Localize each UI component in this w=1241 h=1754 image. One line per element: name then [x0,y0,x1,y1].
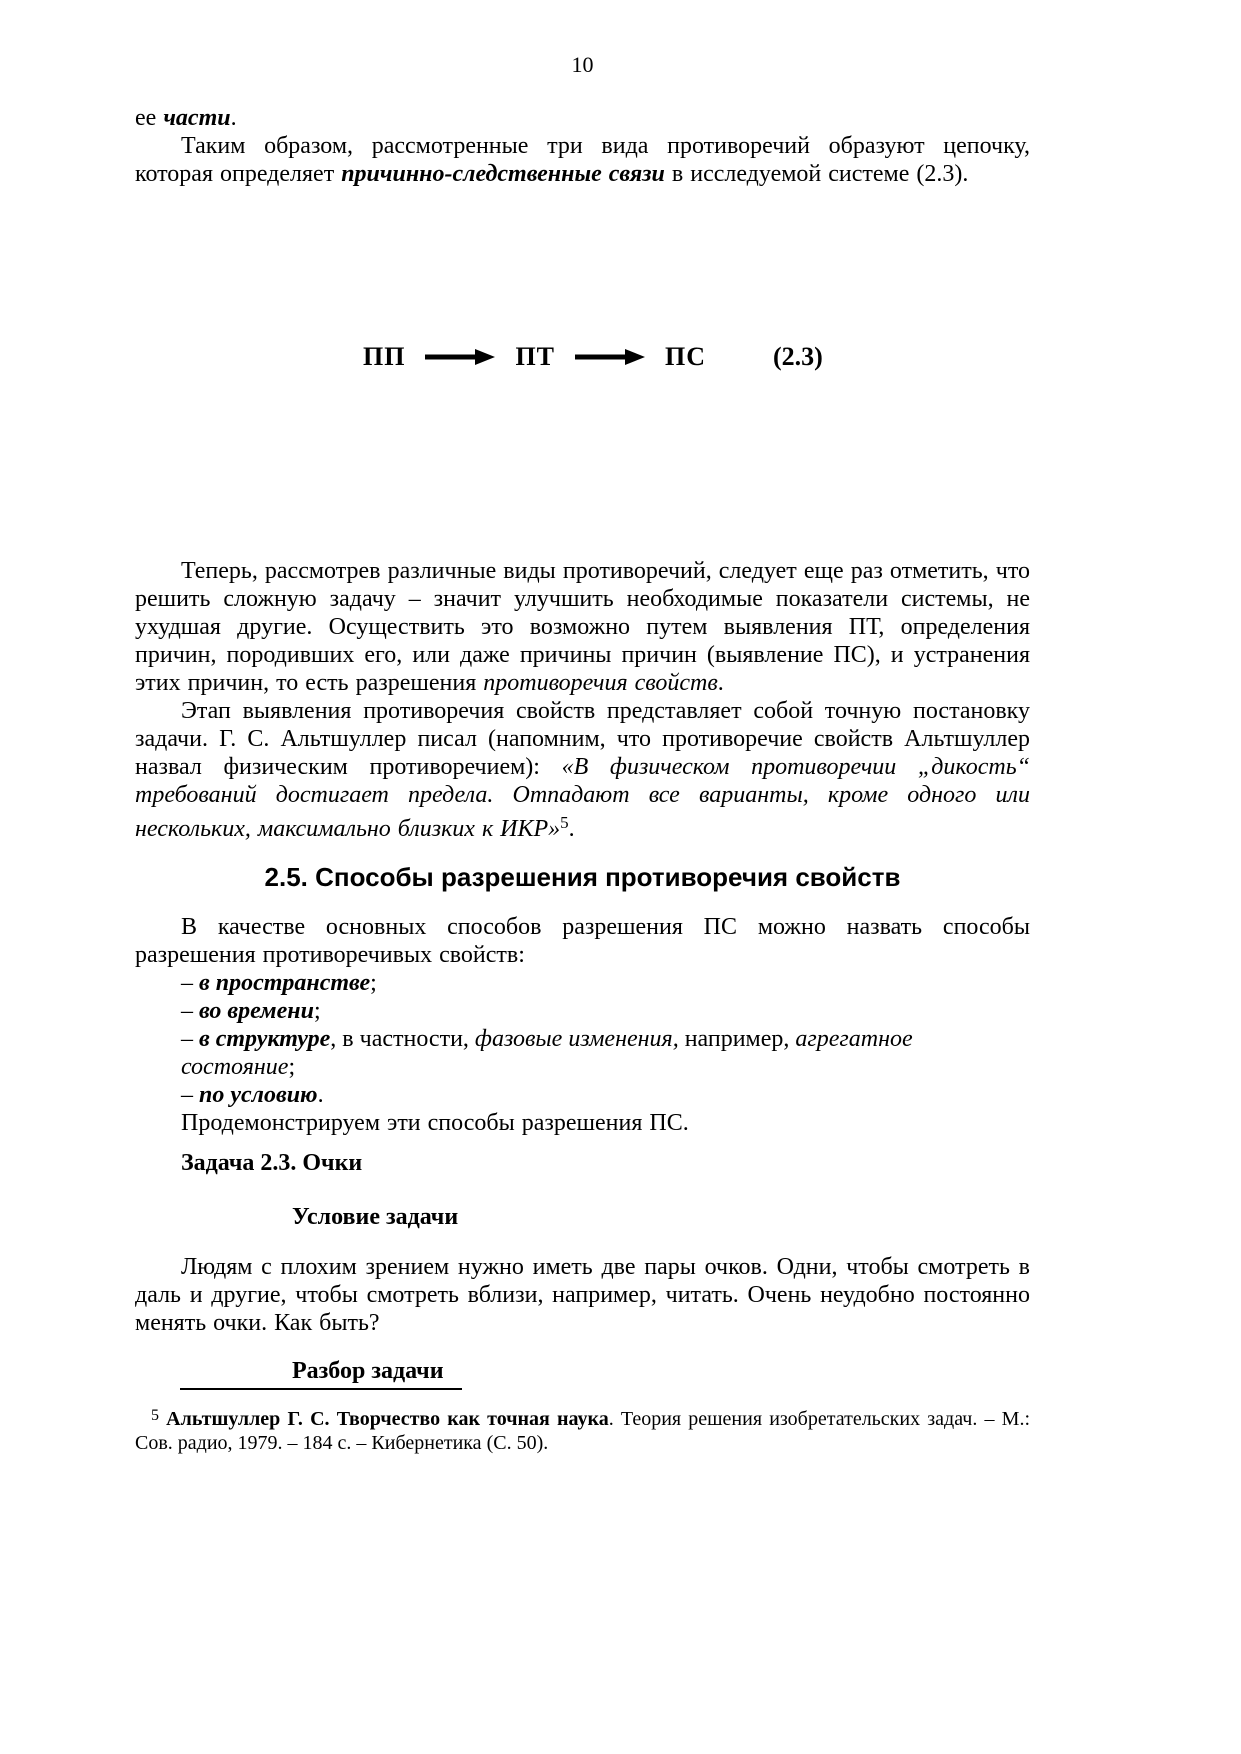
text-run: Этап выявления противоречия свойств представляет собой точную постановку задачи. Г. С. Альтшуллер писал (напомним, что противоречие свойств Альтшуллер назвал физическим противоречием): [135,698,1030,780]
chain-diagram [135,336,1030,392]
list-item-condition [135,1081,1030,1109]
text-run: – [181,1026,199,1052]
condition-paragraph: Людям с плохим зрением нужно иметь две пары очков. Одни, чтобы смотреть в даль и другие, чтобы смотреть вблизи, например, читать. Очень неудобно постоянно менять очки. Как быть? [135,1254,1030,1336]
text-run: в исследуемой системе (2.3). [664,161,969,187]
text-run: ее [135,105,164,131]
paragraph-intro [135,104,1030,132]
diagram-node-pt: ПТ [515,342,556,371]
text-run-bold-italic: причинно-следственные связи [341,161,665,187]
text-run: . [317,1082,324,1108]
diagram-node-ps: ПС [665,342,707,371]
analysis-subheading: Разбор задачи [292,1358,444,1384]
text-run-bold-italic: в пространстве [199,970,371,996]
section-heading-2-5: 2.5. Способы разрешения противоречия свойств [264,862,901,892]
text-run-italic: фазовые изменения, [474,1026,679,1052]
text-run: . [717,670,724,696]
text-run: ; [313,998,321,1024]
equation-label: (2.3) [773,342,823,371]
paragraph-etap [135,697,1030,843]
text-run: ; [288,1054,296,1080]
chain-row [363,342,706,372]
arrow-right-icon [425,348,495,366]
text-run-italic: агрегатное состояние [181,1026,913,1080]
text-run: – [181,998,199,1024]
text-run: . Теория решения изобретательских задач. – М.: Сов. радио, 1979. – 184 с. – Кибернетика (С. 50). [135,1408,1030,1454]
diagram-node-pp: ПП [363,342,406,371]
paragraph-demo: Продемонстрируем эти способы разрешения ПС. [181,1110,689,1136]
text-run: ; [370,970,377,996]
paragraph-chain [135,132,1030,188]
footnote-separator [180,1388,462,1390]
condition-subheading: Условие задачи [292,1204,459,1230]
footnote-reference: 5 [560,813,569,832]
text-run: Таким образом, рассмотренные три вида противоречий образуют цепочку, которая определяет [135,133,1030,187]
text-run: – [181,970,199,996]
text-run: Теперь, рассмотрев различные виды противоречий, следует еще раз отметить, что решить сложную задачу – значит улучшить необходимые показатели системы, не ухудшая другие. Осуществить это возможно путем выявления ПТ, определения причин, породивших его, или даже причины причин (выявление ПС), и устранения этих причин, то есть разрешения [135,558,1030,696]
text-run: . [568,816,575,842]
text-run-bold-italic: в структуре [199,1026,331,1052]
text-run: например, [678,1026,796,1052]
text-run: , в частности, [330,1026,475,1052]
list-item-structure [135,1025,1030,1081]
footnote-marker: 5 [151,1407,159,1424]
text-run-bold: Альтшуллер Г. С. Творчество как точная наука [166,1408,609,1430]
text-run-bold-italic: во времени [199,998,314,1024]
paragraph-ways: В качестве основных способов разрешения ПС можно назвать способы разрешения противоречивых свойств: [135,914,1030,968]
text-run-italic-quote: «В физическом противоречии „дикость“ требований достигает предела. Отпадают все варианты, кроме одного или нескольких, максимально близких к ИКР» [135,754,1030,842]
text-run-italic: противоречия свойств [483,670,718,696]
text-run-bold-italic: по условию [199,1082,318,1108]
footnote-text [135,1404,1030,1455]
arrow-right-icon [575,348,645,366]
text-run: – [181,1082,199,1108]
text-run: . [230,105,237,131]
text-run-bold-italic: части [163,105,231,131]
footnote-area [135,1388,1030,1455]
page-number: 10 [571,52,594,77]
task-heading: Задача 2.3. Очки [181,1150,363,1176]
paragraph-teper [135,557,1030,697]
list-item-time [135,997,1030,1025]
list-item-space [135,969,1030,997]
